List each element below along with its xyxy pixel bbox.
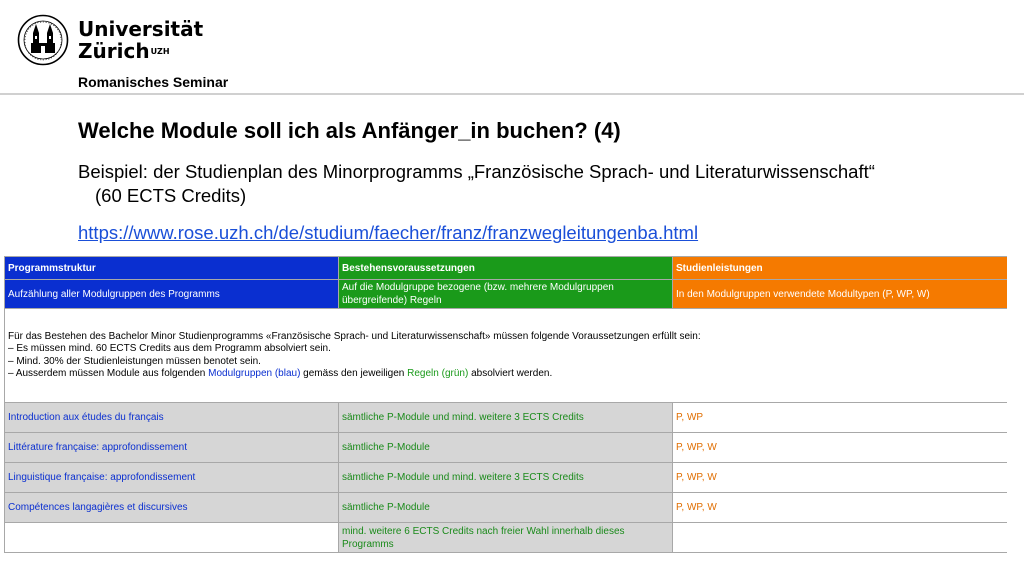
module-group-types: P, WP, W bbox=[673, 463, 1008, 493]
table-row bbox=[5, 403, 1008, 433]
table-row-free-choice bbox=[5, 523, 1008, 553]
university-name bbox=[78, 18, 203, 62]
header-divider bbox=[0, 93, 1024, 95]
module-group-types: P, WP bbox=[673, 403, 1008, 433]
rules-line4-c: absolviert werden. bbox=[468, 368, 553, 379]
rules-line4-green: Regeln (grün) bbox=[407, 368, 469, 379]
rules-line1: Für das Bestehen des Bachelor Minor Studienprogramms «Französische Sprach- und Literaturwissenschaft» müssen folgende Voraussetzungen erfüllt sein: bbox=[8, 330, 701, 342]
module-group-name: Linguistique française: approfondissement bbox=[5, 463, 339, 493]
rules-line4 bbox=[8, 368, 1004, 381]
table-row bbox=[5, 493, 1008, 523]
rules-cell bbox=[5, 309, 1008, 403]
module-group-types: P, WP, W bbox=[673, 493, 1008, 523]
header-studienleistungen: Studienleistungen bbox=[673, 257, 1008, 280]
table-header-row bbox=[5, 257, 1008, 280]
uzh-superscript: UZH bbox=[150, 47, 170, 56]
subtitle-line1: Beispiel: der Studienplan des Minorprogramms „Französische Sprach- und Literaturwissenschaft“ bbox=[78, 161, 875, 182]
study-plan-table bbox=[4, 256, 1007, 553]
table-row bbox=[5, 433, 1008, 463]
empty-cell bbox=[5, 523, 339, 553]
header-bestehensvoraussetzungen: Bestehensvoraussetzungen bbox=[339, 257, 673, 280]
university-line2: Zürich bbox=[78, 39, 150, 63]
module-group-rule: sämtliche P-Module bbox=[339, 493, 673, 523]
module-group-name: Littérature française: approfondissement bbox=[5, 433, 339, 463]
table-row bbox=[5, 463, 1008, 493]
subtitle-line2: (60 ECTS Credits) bbox=[95, 185, 247, 206]
university-line1: Universität bbox=[78, 17, 204, 41]
header-programmstruktur: Programmstruktur bbox=[5, 257, 339, 280]
rules-line4-b: gemäss den jeweiligen bbox=[300, 368, 408, 379]
university-line2-wrap bbox=[78, 40, 203, 62]
rules-line4-blue: Modulgruppen (blau) bbox=[208, 368, 301, 379]
slide-subtitle bbox=[78, 160, 1008, 208]
rules-line3: – Mind. 30% der Studienleistungen müssen benotet sein. bbox=[8, 355, 261, 367]
module-group-name: Compétences langagières et discursives bbox=[5, 493, 339, 523]
study-plan-link[interactable]: https://www.rose.uzh.ch/de/studium/faecher/franz/franzwegleitungenba.html bbox=[78, 222, 699, 243]
empty-cell bbox=[673, 523, 1008, 553]
module-group-rule: sämtliche P-Module und mind. weitere 3 ECTS Credits bbox=[339, 463, 673, 493]
module-group-types: P, WP, W bbox=[673, 433, 1008, 463]
study-plan-table-wrapper bbox=[4, 256, 1007, 576]
module-group-rule: sämtliche P-Module und mind. weitere 3 ECTS Credits bbox=[339, 403, 673, 433]
subheader-studienleistungen: In den Modulgruppen verwendete Modultypen (P, WP, W) bbox=[673, 280, 1008, 309]
uzh-seal-logo bbox=[17, 14, 69, 66]
rules-row bbox=[5, 309, 1008, 403]
subheader-bestehensvoraussetzungen: Auf die Modulgruppe bezogene (bzw. mehrere Modulgruppen übergreifende) Regeln bbox=[339, 280, 673, 309]
module-group-rule: sämtliche P-Module bbox=[339, 433, 673, 463]
subheader-programmstruktur: Aufzählung aller Modulgruppen des Programms bbox=[5, 280, 339, 309]
rules-line2: – Es müssen mind. 60 ECTS Credits aus dem Programm absolviert sein. bbox=[8, 343, 331, 354]
rules-line4-a: – Ausserdem müssen Module aus folgenden bbox=[8, 368, 209, 379]
table-subheader-row bbox=[5, 280, 1008, 309]
slide-title: Welche Module soll ich als Anfänger_in buchen? (4) bbox=[78, 118, 621, 143]
seminar-name: Romanisches Seminar bbox=[78, 74, 229, 90]
module-group-name: Introduction aux études du français bbox=[5, 403, 339, 433]
free-choice-rule: mind. weitere 6 ECTS Credits nach freier Wahl innerhalb dieses Programms bbox=[339, 523, 673, 553]
